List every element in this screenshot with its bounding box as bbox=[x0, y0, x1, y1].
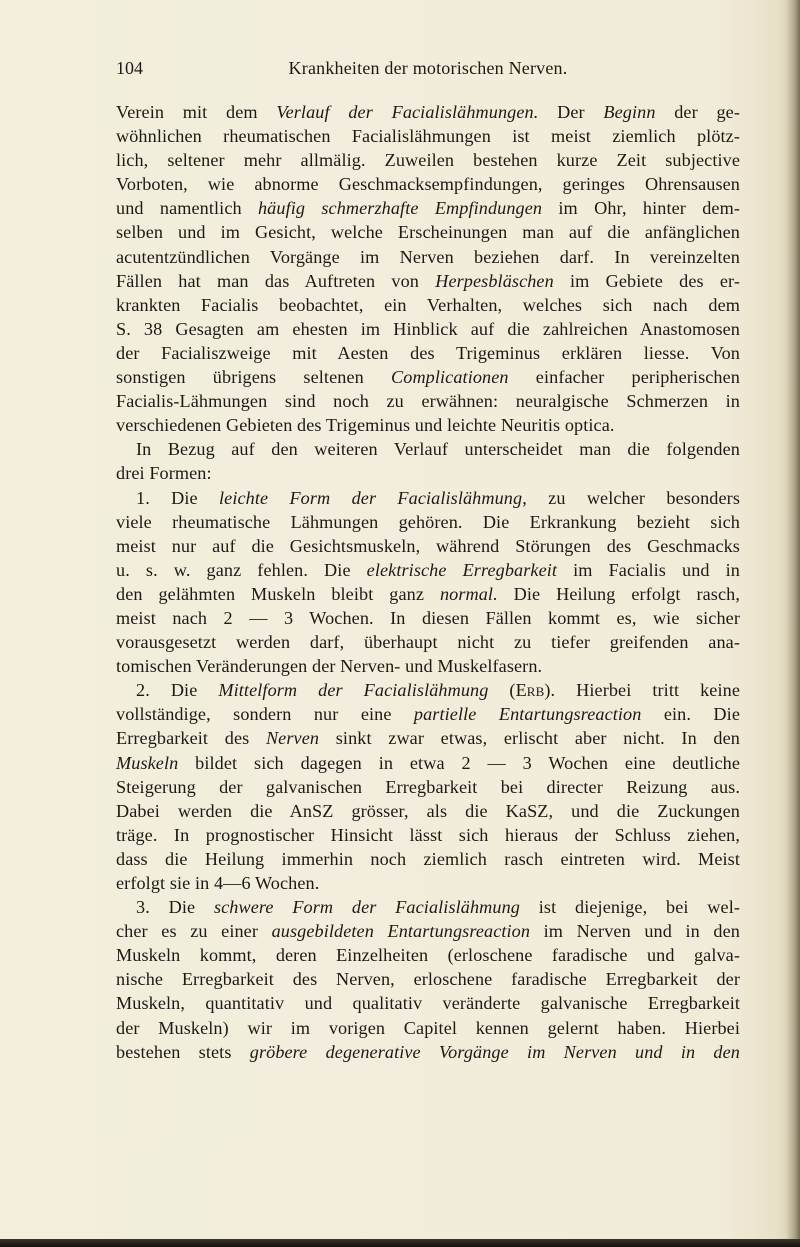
text-line bbox=[116, 871, 740, 895]
text-span: S. 38 Gesagten am ehesten im Hinblick auf die zahlreichen Anastomosen bbox=[116, 318, 740, 339]
text-span: Vorboten, wie abnorme Geschmacksempfindungen, geringes Ohrensausen bbox=[116, 174, 740, 195]
text-span: 1. Die bbox=[136, 487, 219, 508]
text-line bbox=[116, 726, 740, 750]
text-span: sonstigen übrigens seltenen bbox=[116, 367, 392, 388]
text-span: im Facialis und in bbox=[557, 559, 740, 580]
text-span: dass die Heilung immerhin noch ziemlich rasch eintreten wird. Meist bbox=[116, 848, 740, 869]
italic-span: normal. bbox=[439, 583, 498, 604]
text-span: ein. Die bbox=[641, 704, 740, 725]
text-span: wöhnlichen rheumatischen Facialislähmungen ist meist ziemlich plötz- bbox=[116, 126, 740, 147]
text-span: und namentlich bbox=[116, 198, 258, 219]
text-span: u. s. w. ganz fehlen. Die bbox=[116, 559, 367, 580]
text-line bbox=[116, 365, 740, 389]
page-header bbox=[116, 58, 740, 82]
text-span: nische Erregbarkeit des Nerven, erloschene faradische Erregbarkeit der bbox=[116, 969, 740, 990]
italic-span: Verlauf der Facialislähmungen. bbox=[276, 102, 539, 122]
text-line bbox=[116, 582, 740, 606]
text-span: bestehen stets bbox=[116, 1041, 250, 1062]
text-line bbox=[116, 654, 740, 678]
text-line bbox=[116, 220, 740, 244]
text-span: viele rheumatische Lähmungen gehören. Die Erkrankung bezieht sich bbox=[116, 511, 740, 532]
text-span: In Bezug auf den weiteren Verlauf unterscheidet man die folgenden bbox=[136, 439, 740, 460]
page-number: 104 bbox=[116, 58, 143, 78]
text-span: Verein mit dem bbox=[116, 102, 277, 122]
italic-span: schwere Form der Facialislähmung bbox=[213, 897, 520, 918]
text-span: im Nerven und in den bbox=[530, 921, 740, 942]
text-line bbox=[116, 775, 740, 799]
text-span: 3. Die bbox=[136, 897, 214, 918]
italic-span: ausgebildeten Entartungsreaction bbox=[271, 921, 531, 942]
text-line bbox=[116, 534, 740, 558]
text-span: Muskeln, quantitativ und qualitativ veränderte galvanische Erregbarkeit bbox=[116, 993, 740, 1014]
text-line bbox=[116, 702, 740, 726]
text-line bbox=[116, 510, 740, 534]
text-span: der ge- bbox=[655, 102, 740, 122]
text-span: Steigerung der galvanischen Erregbarkeit bei directer Reizung aus. bbox=[116, 776, 740, 797]
text-line bbox=[116, 172, 740, 196]
text-span: Facialis-Lähmungen sind noch zu erwähnen: neuralgische Schmerzen in bbox=[116, 391, 740, 412]
italic-span: Complicationen bbox=[391, 367, 509, 388]
text-line bbox=[116, 1016, 740, 1040]
text-span: meist nur auf die Gesichtsmuskeln, während Störungen des Geschmacks bbox=[116, 535, 740, 556]
text-line bbox=[116, 148, 740, 172]
text-span: ( bbox=[488, 680, 516, 701]
text-line bbox=[116, 341, 740, 365]
text-line bbox=[116, 606, 740, 630]
text-line bbox=[116, 919, 740, 943]
text-span: der Muskeln) wir im vorigen Capitel kennen gelernt haben. Hierbei bbox=[116, 1017, 740, 1038]
text-line bbox=[116, 799, 740, 823]
text-line bbox=[116, 895, 740, 919]
text-line bbox=[116, 991, 740, 1015]
running-title: Krankheiten der motorischen Nerven. bbox=[288, 58, 568, 78]
text-span: tomischen Veränderungen der Nerven- und Muskelfasern. bbox=[116, 656, 543, 677]
text-span: träge. In prognostischer Hinsicht lässt sich hieraus der Schluss ziehen, bbox=[116, 824, 740, 845]
text-line bbox=[116, 196, 740, 220]
text-line bbox=[116, 461, 740, 485]
text-span: vollständige, sondern nur eine bbox=[116, 704, 414, 725]
text-span: meist nach 2 — 3 Wochen. In diesen Fällen kommt es, wie sicher bbox=[116, 607, 740, 628]
text-line bbox=[116, 967, 740, 991]
italic-span: Herpesbläschen bbox=[435, 270, 554, 291]
text-line bbox=[116, 823, 740, 847]
page-edge-shadow bbox=[786, 0, 800, 1247]
text-span: drei Formen: bbox=[116, 463, 212, 484]
text-span: Muskeln kommt, deren Einzelheiten (erloschene faradische und galva- bbox=[116, 945, 740, 966]
text-span: im Ohr, hinter dem- bbox=[542, 198, 740, 219]
text-span: vorausgesetzt werden darf, überhaupt nicht zu tiefer greifenden ana- bbox=[116, 632, 740, 653]
text-span: Der bbox=[538, 102, 604, 122]
text-span: im Gebiete des er- bbox=[553, 270, 741, 291]
text-span: bildet sich dagegen in etwa 2 — 3 Wochen eine deutliche bbox=[178, 752, 740, 773]
text-span: acutentzündlichen Vorgänge im Nerven beziehen darf. In vereinzelten bbox=[116, 246, 740, 267]
text-span: verschiedenen Gebieten des Trigeminus und leichte Neuritis optica. bbox=[116, 415, 615, 436]
text-span: 2. Die bbox=[136, 680, 219, 701]
text-span: erfolgt sie in 4—6 Wochen. bbox=[116, 873, 320, 893]
text-span: Erregbarkeit des bbox=[116, 728, 266, 749]
italic-span: Mittelform der Facialislähmung bbox=[218, 680, 489, 701]
scan-bottom-edge bbox=[0, 1239, 800, 1247]
smallcaps-span: Erb bbox=[515, 680, 545, 701]
text-span: selben und im Gesicht, welche Erscheinungen man auf die anfänglichen bbox=[116, 222, 740, 243]
text-span: der Facialiszweige mit Aesten des Trigeminus erklären liesse. Von bbox=[116, 342, 740, 363]
body-text bbox=[116, 100, 740, 1064]
text-span: Fällen hat man das Auftreten von bbox=[116, 270, 436, 291]
text-line bbox=[116, 269, 740, 293]
text-line bbox=[116, 630, 740, 654]
text-line bbox=[116, 558, 740, 582]
text-span: den gelähmten Muskeln bleibt ganz bbox=[116, 583, 440, 604]
text-line bbox=[116, 100, 740, 124]
text-line bbox=[116, 413, 740, 437]
italic-span: Nerven bbox=[265, 728, 320, 749]
text-span: lich, seltener mehr allmälig. Zuweilen bestehen kurze Zeit subjective bbox=[116, 150, 740, 171]
text-line bbox=[116, 317, 740, 341]
text-span: ist diejenige, bei wel- bbox=[520, 897, 740, 918]
text-line bbox=[116, 847, 740, 871]
text-line bbox=[116, 678, 740, 702]
text-span: sinkt zwar etwas, erlischt aber nicht. In den bbox=[319, 728, 740, 749]
italic-span: Beginn bbox=[603, 102, 656, 122]
text-span: Die Heilung erfolgt rasch, bbox=[497, 583, 740, 604]
italic-span: elektrische Erregbarkeit bbox=[366, 559, 558, 580]
text-span: cher es zu einer bbox=[116, 921, 272, 942]
italic-span: häufig schmerzhafte Empfindungen bbox=[257, 198, 543, 219]
text-line bbox=[116, 437, 740, 461]
text-line bbox=[116, 486, 740, 510]
text-span: Dabei werden die AnSZ grösser, als die KaSZ, und die Zuckungen bbox=[116, 800, 740, 821]
text-span: , zu welcher besonders bbox=[522, 487, 741, 508]
text-line bbox=[116, 751, 740, 775]
text-span: krankten Facialis beobachtet, ein Verhalten, welches sich nach dem bbox=[116, 294, 740, 315]
italic-span: gröbere degenerative Vorgänge im Nerven und in den bbox=[249, 1041, 740, 1062]
text-line bbox=[116, 389, 740, 413]
text-line bbox=[116, 943, 740, 967]
text-line bbox=[116, 124, 740, 148]
text-line bbox=[116, 293, 740, 317]
text-line bbox=[116, 1040, 740, 1064]
italic-span: leichte Form der Facialislähmung bbox=[219, 487, 523, 508]
text-line bbox=[116, 245, 740, 269]
italic-span: partielle Entartungsreaction bbox=[413, 704, 642, 725]
text-span: ). Hierbei tritt keine bbox=[544, 680, 740, 701]
text-span: einfacher peripherischen bbox=[508, 367, 740, 388]
italic-span: Muskeln bbox=[116, 752, 179, 773]
